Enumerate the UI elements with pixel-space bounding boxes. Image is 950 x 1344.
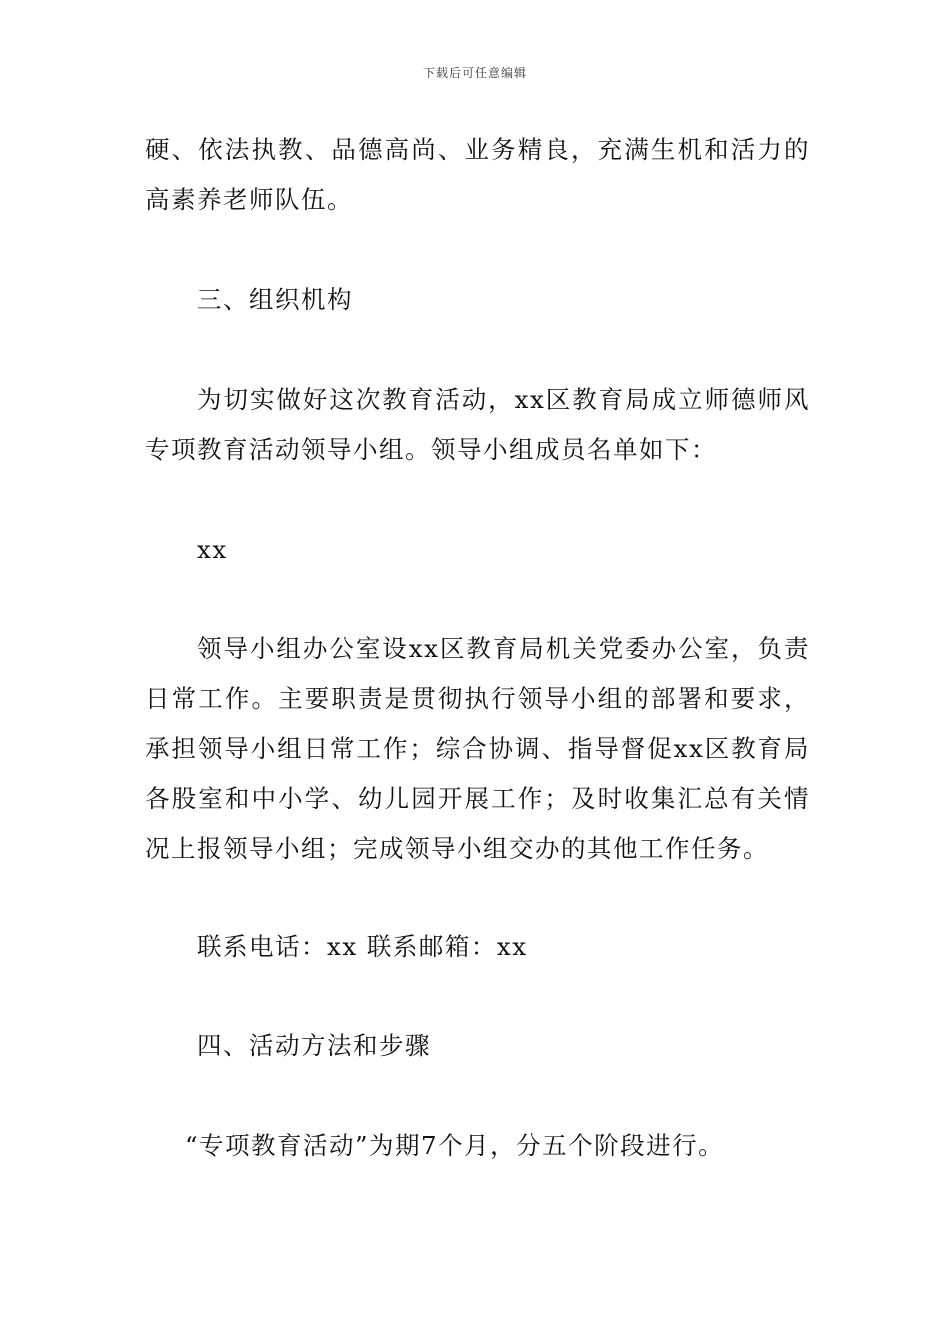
paragraph-member-list: xx xyxy=(197,535,228,564)
section-heading-organization: 三、组织机构 xyxy=(197,285,353,314)
paragraph-office-duties: 领导小组办公室设xx区教育局机关党委办公室，负责日常工作。主要职责是贯彻执行领导小组的部署和要求，承担领导小组日常工作；综合协调、指导督促xx区教育局各股室和中小学、幼儿园开展工作；及时收集汇总有关情况上报领导小组；完成领导小组交办的其他工作任务。 xyxy=(145,634,810,863)
paragraph-activity-duration: “专项教育活动”为期7个月，分五个阶段进行。 xyxy=(185,1131,725,1160)
paragraph-contact-info: 联系电话：xx 联系邮箱：xx xyxy=(197,932,528,961)
section-heading-methods-steps: 四、活动方法和步骤 xyxy=(197,1031,431,1060)
paragraph-leading-group: 为切实做好这次教育活动，xx区教育局成立师德师风专项教育活动领导小组。领导小组成员名单如下： xyxy=(145,385,810,464)
page-header-note: 下载后可任意编辑 xyxy=(422,66,527,80)
paragraph-team-quality: 硬、依法执教、品德高尚、业务精良，充满生机和活力的高素养老师队伍。 xyxy=(145,135,810,214)
